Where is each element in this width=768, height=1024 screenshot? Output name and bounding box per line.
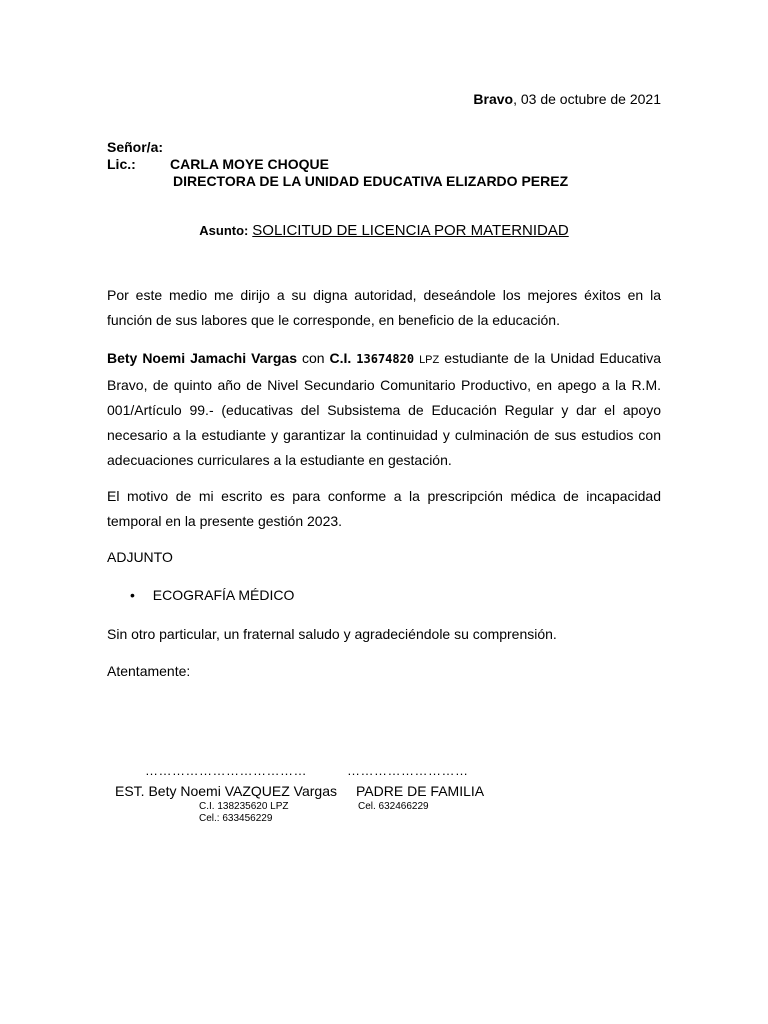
attachment-item bbox=[130, 587, 294, 603]
signature-line-student: ……………………………… bbox=[145, 763, 307, 778]
subject-label: Asunto: bbox=[199, 223, 249, 238]
parent-cel: Cel. 632466229 bbox=[358, 801, 429, 812]
recipient-name: CARLA MOYE CHOQUE bbox=[170, 156, 329, 172]
student-cel: Cel.: 633456229 bbox=[199, 813, 273, 824]
paragraph-student bbox=[107, 346, 661, 473]
student-signature-name: EST. Bety Noemi VAZQUEZ Vargas bbox=[115, 783, 337, 799]
attachment-label: ECOGRAFÍA MÉDICO bbox=[152, 587, 295, 603]
ci-suffix: LPZ bbox=[419, 354, 440, 366]
paragraph-student-text: estudiante de la Unidad Educativa Bravo, de quinto año de Nivel Secundario Comunitario Productivo, en apego a la R.M. 001/Artículo 99.- (educativas del Subsistema de Educación Regular y dar el apoyo necesario a la estudiante y garantizar la continuidad y culminación de sus estudios con adecuaciones curriculares a la estudiante en gestación. bbox=[107, 350, 662, 468]
date-text: , 03 de octubre de 2021 bbox=[513, 91, 661, 107]
signature-line-parent: ……………………… bbox=[347, 763, 469, 778]
recipient-position: DIRECTORA DE LA UNIDAD EDUCATIVA ELIZARDO PEREZ bbox=[173, 173, 569, 189]
subject-value: SOLICITUD DE LICENCIA POR MATERNIDAD bbox=[252, 222, 569, 239]
paragraph-intro: Por este medio me dirijo a su digna autoridad, deseándole los mejores éxitos en la función de sus labores que le corresponde, en beneficio de la educación. bbox=[107, 287, 661, 328]
recipient-title: Lic.: bbox=[107, 156, 136, 172]
closing-line: Sin otro particular, un fraternal saludo y agradeciéndole su comprensión. bbox=[107, 626, 557, 642]
sign-off: Atentamente: bbox=[107, 663, 191, 679]
adjunto-heading: ADJUNTO bbox=[107, 549, 173, 565]
ci-number: 13674820 bbox=[356, 352, 415, 366]
date-place: Bravo bbox=[473, 91, 514, 107]
connector-text: con bbox=[297, 350, 330, 366]
subject-line bbox=[0, 222, 768, 239]
ci-label: C.I. bbox=[329, 350, 352, 366]
parent-signature-name: PADRE DE FAMILIA bbox=[356, 783, 485, 799]
student-name: Bety Noemi Jamachi Vargas bbox=[107, 350, 297, 366]
salutation: Señor/a: bbox=[107, 139, 164, 155]
bullet-icon: • bbox=[130, 587, 135, 603]
paragraph-reason: El motivo de mi escrito es para conforme a la prescripción médica de incapacidad temporal en la presente gestión 2023. bbox=[107, 488, 661, 529]
date-line bbox=[473, 91, 661, 107]
student-ci: C.I. 138235620 LPZ bbox=[199, 801, 289, 812]
